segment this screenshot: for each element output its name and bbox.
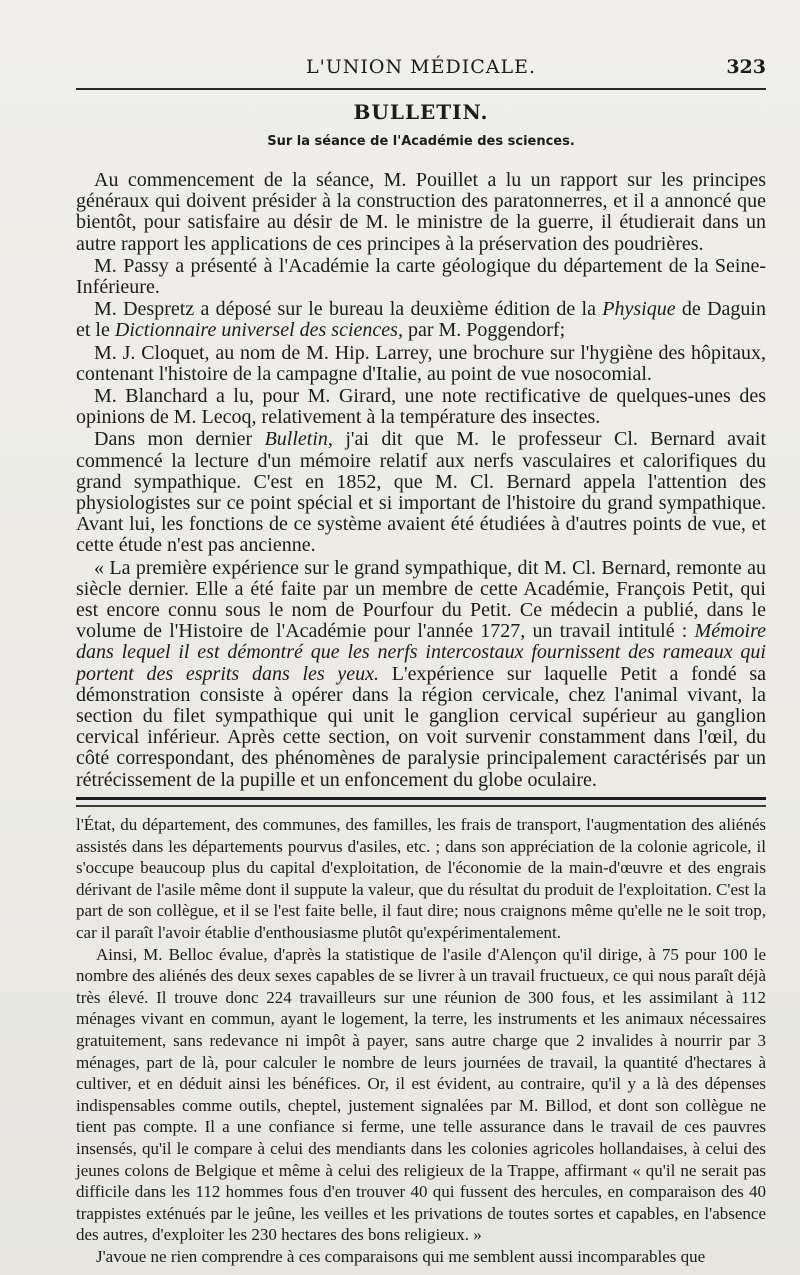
feuilleton-text <box>76 814 766 1267</box>
page-number: 323 <box>726 56 766 78</box>
paragraph-text: par M. Poggendorf; <box>402 319 566 342</box>
paragraph-text: M. Blanchard a lu, pour M. Girard, une note rectificative de quelques-unes des opinions de M. Lecoq, relativement à la température des insectes. <box>76 385 766 429</box>
paragraph-text: de Daguin et le <box>76 298 766 342</box>
article-paragraph <box>76 558 766 791</box>
paragraph-text: Dans mon dernier <box>94 428 265 451</box>
article-paragraph <box>76 386 766 428</box>
article-paragraph <box>76 343 766 385</box>
article-paragraph <box>76 429 766 556</box>
main-article <box>76 170 766 791</box>
italic-text: Dictionnaire universel des sciences, <box>114 319 403 342</box>
paragraph-text: Au commencement de la séance, M. Pouillet a lu un rapport sur les principes généraux qui doivent présider à la construction des paratonnerres, et il a annoncé que bientôt, pour satisfaire au désir de M. le ministre de la guerre, il étudierait dans un autre rapport les applications de ces principes à la préservation des poudrières. <box>76 169 766 255</box>
feuilleton-paragraph: l'État, du département, des communes, des familles, les frais de transport, l'augmentation des aliénés assistés dans les départements pourvus d'asiles, etc. ; dans son appréciation de la colonie agricole, il s'occupe beaucoup plus du capital d'exploitation, de l'économie de la main-d'œuvre et des engrais dérivant de l'asile même dont il suppute la valeur, que du résultat du produit de l'exploitation. C'est la part de son collègue, et il se l'est faite belle, il faut dire; nous craignons même qu'elle ne le soit trop, car il paraît l'avoir établie d'enthousiasme plutôt qu'expérimentalement. <box>76 815 766 942</box>
bulletin-subtitle: Sur la séance de l'Académie des sciences. <box>267 134 575 149</box>
feuilleton-paragraph: Ainsi, M. Belloc évalue, d'après la statistique de l'asile d'Alençon qu'il dirige, à 75 pour 100 le nombre des aliénés des deux sexes capables de se livrer à un travail fructueux, ce qui nous paraît déjà très élevé. Il trouve donc 224 travailleurs sur une réunion de 300 fous, et les assimilant à 112 ménages vivant en commun, ayant le logement, la terre, les instruments et les animaux nécessaires gratuitement, sans redevance ni impôt à payer, sans autre charge que 2 invalides à nourrir par 3 ménages, part de là, pour calculer le nombre de leurs journées de travail, la quantité d'hectares à cultiver, et en déduit ainsi les bénéfices. Or, il est évident, au contraire, qu'il y a là des dépenses indispensables comme outils, cheptel, justement signalées par M. Billod, et dont son collègue ne tient pas compte. Il a une confiance si ferme, une telle assurance dans le travail de ces pauvres insensés, qu'il le compare à celui des mendiants dans les colonies agricoles hollandaises, à celui des jeunes colons de Belgique et même à celui des religieux de la Trappe, affirmant « qu'il ne serait pas difficile dans les 112 hommes fous d'en trouver 40 qui fussent des hercules, en comparaison des 40 trappistes exténués par le jeûne, les veilles et les privations de toutes sortes et capables, en l'absence des autres, d'exploiter les 230 hectares des bons religieux. » <box>76 944 766 1245</box>
paragraph-text: j'ai dit que M. le professeur Cl. Bernard avait commencé la lecture d'un mémoire relatif aux nerfs vasculaires et calorifiques du grand sympathique. C'est en 1852, que M. Cl. Bernard appela l'attention des physiologistes sur ce point spécial et si important de l'histoire du grand sympathique. Avant lui, les fonctions de ce système avaient été étudiées à d'autres points de vue, et cette étude n'est pas ancienne. <box>76 428 767 557</box>
italic-text: Physique <box>602 298 676 321</box>
feuilleton-paragraph: J'avoue ne rien comprendre à ces comparaisons qui me semblent aussi incomparables que <box>96 1246 706 1266</box>
bulletin-title: BULLETIN. <box>353 100 489 124</box>
article-paragraph <box>76 299 766 341</box>
paragraph-text: M. J. Cloquet, au nom de M. Hip. Larrey, une brochure sur l'hygiène des hôpitaux, contenant l'histoire de la campagne d'Italie, au point de vue nosocomial. <box>76 341 766 385</box>
feuilleton-separator <box>76 797 766 807</box>
running-head <box>76 54 766 82</box>
paragraph-text: M. Passy a présenté à l'Académie la carte géologique du département de la Seine-Inférieure. <box>76 254 766 299</box>
article-paragraph <box>76 170 766 255</box>
italic-text: Mémoire dans lequel il est démontré que les nerfs intercostaux fournissent des rameaux qui portent des esprits dans les yeux. <box>76 620 766 685</box>
paragraph-text: « La première expérience sur le grand sympathique, dit M. Cl. Bernard, remonte au siècle dernier. Elle a été faite par un membre de cette Académie, François Petit, qui est encore connu sous le nom de Pourfour du Petit. Ce médecin a publié, dans le volume de l'Histoire de l'Académie pour l'année 1727, un travail intitulé : <box>76 556 766 643</box>
paragraph-text: L'expérience sur laquelle Petit a fondé sa démonstration consiste à opérer dans la région cervicale, chez l'animal vivant, la section du filet sympathique qui unit le ganglion cervical supérieur au ganglion cervical inférieur. Après cette section, on voit survenir constamment dans l'œil, du côté correspondant, des phénomènes de paralysie principalement caractérisés par un rétrécissement de la pupille et un enfoncement du globe oculaire. <box>76 662 766 791</box>
paragraph-text: M. Despretz a déposé sur le bureau la deuxième édition de la <box>94 298 603 321</box>
italic-text: Bulletin, <box>264 428 333 451</box>
journal-title: L'UNION MÉDICALE. <box>305 56 537 78</box>
article-paragraph <box>76 256 766 298</box>
header-rule <box>76 88 766 90</box>
